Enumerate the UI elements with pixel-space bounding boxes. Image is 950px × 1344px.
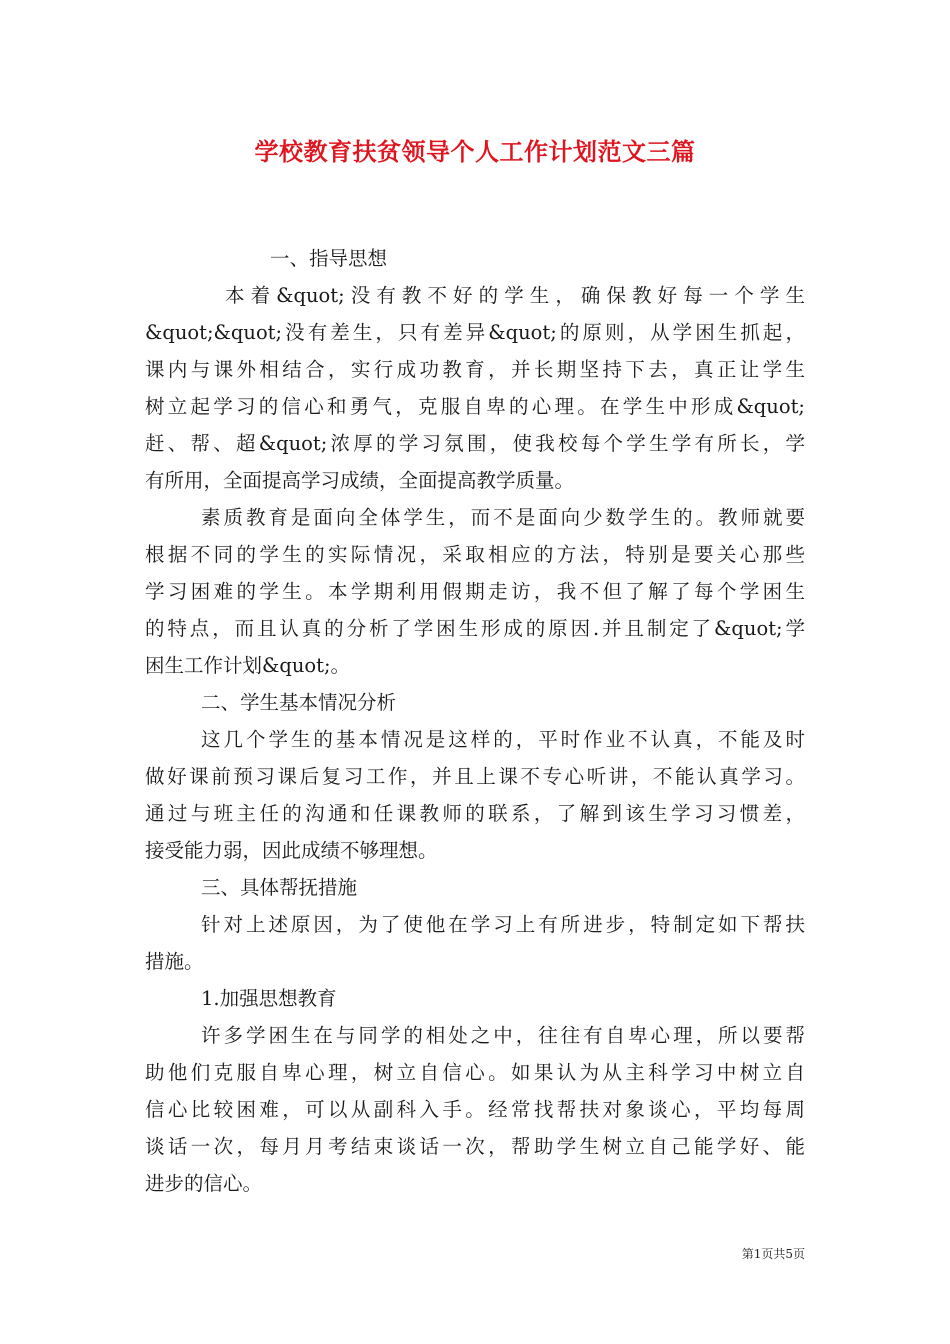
text-line: 赶、帮、超&quot;浓厚的学习氛围，使我校每个学生学有所长，学 <box>145 432 805 455</box>
text-line: 困生工作计划&quot;。 <box>145 654 351 677</box>
text-line: 素质教育是面向全体学生，而不是面向少数学生的。教师就要 <box>201 506 805 529</box>
text-line: 针对上述原因，为了使他在学习上有所进步，特制定如下帮扶 <box>201 913 805 936</box>
text-line: 本着&quot;没有教不好的学生，确保教好每一个学生 <box>225 284 805 307</box>
document-body <box>145 240 805 1202</box>
text-line: 措施。 <box>145 950 204 973</box>
text-line: 根据不同的学生的实际情况，采取相应的方法，特别是要关心那些 <box>145 543 805 566</box>
text-line: 树立起学习的信心和勇气，克服自卑的心理。在学生中形成&quot; <box>145 395 805 418</box>
text-line: 课内与课外相结合，实行成功教育，并长期坚持下去，真正让学生 <box>145 358 805 381</box>
text-line: &quot;&quot;没有差生，只有差异&quot;的原则，从学困生抓起， <box>145 321 805 344</box>
text-line: 1.加强思想教育 <box>201 987 337 1010</box>
text-line: 的特点，而且认真的分析了学困生形成的原因.并且制定了&quot;学 <box>145 617 805 640</box>
document-title: 学校教育扶贫领导个人工作计划范文三篇 <box>254 137 696 166</box>
text-line: 通过与班主任的沟通和任课教师的联系，了解到该生学习习惯差， <box>145 802 805 825</box>
text-line: 接受能力弱，因此成绩不够理想。 <box>145 839 438 862</box>
page-footer: 第1页共5页 <box>741 1247 805 1261</box>
text-line: 这几个学生的基本情况是这样的，平时作业不认真，不能及时 <box>201 728 805 751</box>
text-line: 有所用，全面提高学习成绩，全面提高教学质量。 <box>145 469 575 492</box>
text-line: 二、学生基本情况分析 <box>201 691 397 714</box>
text-line: 做好课前预习课后复习工作，并且上课不专心听讲，不能认真学习。 <box>145 765 805 788</box>
text-line: 谈话一次，每月月考结束谈话一次，帮助学生树立自己能学好、能 <box>145 1135 805 1158</box>
text-line: 进步的信心。 <box>145 1172 263 1195</box>
text-line: 许多学困生在与同学的相处之中，往往有自卑心理，所以要帮 <box>201 1024 805 1047</box>
text-line: 助他们克服自卑心理，树立自信心。如果认为从主科学习中树立自 <box>145 1061 805 1084</box>
text-line: 三、具体帮抚措施 <box>201 876 358 899</box>
text-line: 学习困难的学生。本学期利用假期走访，我不但了解了每个学困生 <box>145 580 805 603</box>
text-line: 一、指导思想 <box>270 247 388 270</box>
text-line: 信心比较困难，可以从副科入手。经常找帮扶对象谈心，平均每周 <box>145 1098 805 1121</box>
